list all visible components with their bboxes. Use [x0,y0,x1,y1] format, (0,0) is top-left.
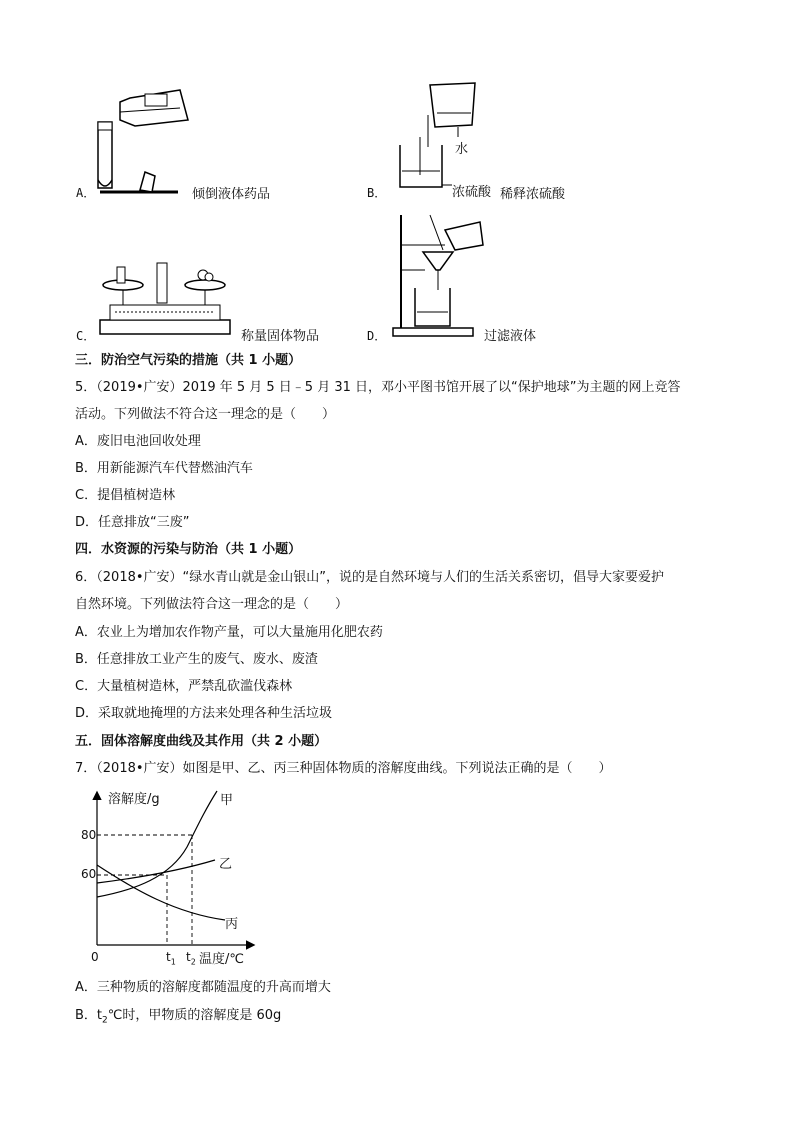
q5-option-c: C．提倡植树造林 [75,488,176,503]
caption-weigh: 称量固体物品 [241,329,320,344]
label-water: 水 [455,142,469,157]
graph-label-jia: 甲 [220,793,234,808]
graph-tick-t1: $t_1$ [166,950,176,967]
graph-ylabel: 溶解度/g [108,792,160,807]
q5-stem-line2: 活动。下列做法不符合这一理念的是（ ） [75,407,336,422]
graph-xlabel: 温度/℃ [199,952,244,967]
curve-yi [97,860,215,883]
caption-pour: 倾倒液体药品 [192,187,271,202]
option-letter-b: B． [367,186,387,200]
q5-option-a: A．废旧电池回收处理 [75,434,201,449]
graph-tick-t2: $t_2$ [186,950,196,967]
figure-filter [385,210,495,340]
q6-option-c: C．大量植树造林，严禁乱砍滥伐森林 [75,679,293,694]
q6-option-d: D．采取就地掩埋的方法来处理各种生活垃圾 [75,706,333,721]
caption-filter: 过滤液体 [484,329,537,344]
option-letter-d: D． [367,329,387,343]
figure-balance [95,255,235,345]
q7-option-a: A．三种物质的溶解度都随温度的升高而增大 [75,980,331,995]
q7-stem-line1: 7．（2018•广安）如图是甲、乙、丙三种固体物质的溶解度曲线。下列说法正确的是（ ） [75,761,612,776]
label-conc-acid: 浓硫酸 [452,185,492,200]
solubility-graph [75,785,275,975]
q6-stem-line2: 自然环境。下列做法符合这一理念的是（ ） [75,597,349,612]
section3-heading: 三．防治空气污染的措施（共 1 小题） [75,353,302,368]
graph-label-yi: 乙 [219,857,233,872]
graph-label-bing: 丙 [225,917,239,932]
option-letter-a: A． [76,186,96,200]
caption-dilute: 稀释浓硫酸 [500,187,566,202]
q5-stem-line1: 5．（2019•广安）2019 年 5 月 5 日﹣5 月 31 日，邓小平图书馆开展了以“保护地球”为主题的网上竞答 [75,380,681,395]
section4-heading: 四．水资源的污染与防治（共 1 小题） [75,542,302,557]
option-letter-c: C． [76,329,96,343]
q6-stem-line1: 6．（2018•广安）“绿水青山就是金山银山”，说的是自然环境与人们的生活关系密切，倡导大家要爱护 [75,570,664,585]
graph-tick-60: 60 [81,867,97,881]
q7-option-b: B．$t_2℃$时，甲物质的溶解度是 60g [75,1008,282,1026]
graph-origin: 0 [91,950,99,964]
q5-option-d: D．任意排放“三废” [75,515,190,530]
graph-tick-80: 80 [81,828,97,842]
q6-option-a: A．农业上为增加农作物产量，可以大量施用化肥农药 [75,625,383,640]
q5-option-b: B．用新能源汽车代替燃油汽车 [75,461,253,476]
q6-option-b: B．任意排放工业产生的废气、废水、废渣 [75,652,318,667]
section5-heading: 五．固体溶解度曲线及其作用（共 2 小题） [75,734,328,749]
